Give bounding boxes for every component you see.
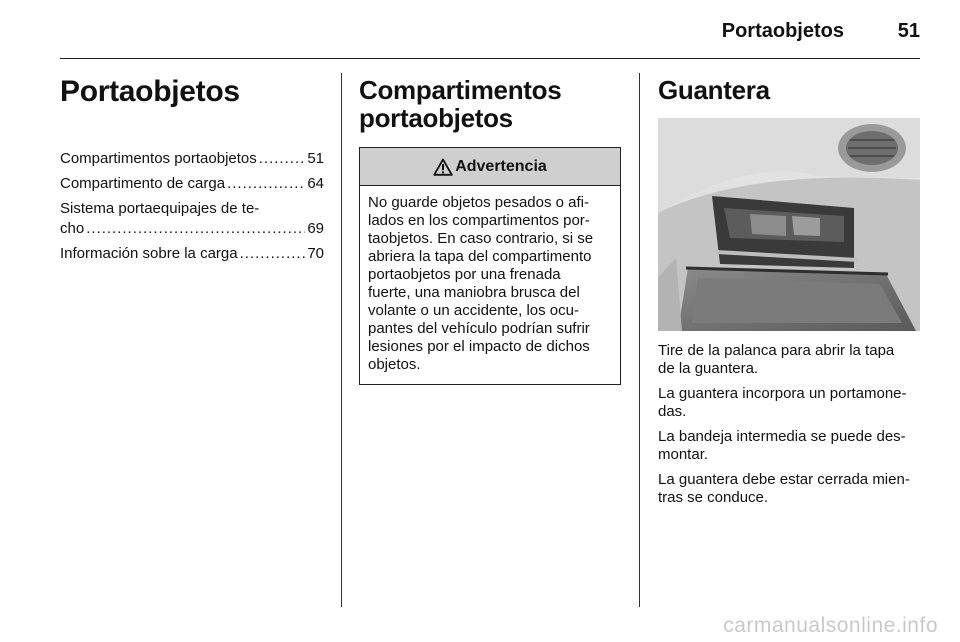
toc-entry-row <box>60 219 324 239</box>
column-divider <box>639 73 640 607</box>
running-header <box>60 18 920 59</box>
paragraph-line: montar. <box>658 445 709 463</box>
warning-text-line: lados en los compartimentos por- <box>368 212 590 229</box>
column-storage <box>359 76 622 385</box>
paragraph-line: Tire de la palanca para abrir la tapa <box>658 342 895 359</box>
toc-leader-dots <box>86 219 305 239</box>
paragraph <box>658 471 920 506</box>
toc-entry[interactable] <box>60 149 324 169</box>
warning-text-line: No guarde objetos pesados o afi- <box>368 194 589 211</box>
page-number: 51 <box>897 20 920 42</box>
toc-page-number: 51 <box>307 150 324 167</box>
column-contents <box>60 76 324 269</box>
warning-text-line: fuerte, una maniobra brusca del <box>368 284 580 301</box>
toc-leader-dots <box>240 244 306 264</box>
warning-text-line: taobjetos. En caso contrario, si se <box>368 230 594 247</box>
warning-text-line: abriera la tapa del compartimento <box>368 248 592 265</box>
warning-box <box>359 147 621 385</box>
running-section-title: Portaobjetos <box>721 20 844 42</box>
toc-entry-title: Compartimentos portaobjetos <box>60 150 257 167</box>
column-glovebox <box>658 76 920 506</box>
toc-page-number: 69 <box>307 220 324 237</box>
column-divider <box>341 73 342 607</box>
section-heading-line: portaobjetos <box>359 103 513 133</box>
paragraph-line: de la guantera. <box>658 359 759 377</box>
section-heading <box>359 76 622 132</box>
toc-leader-dots <box>227 174 305 194</box>
paragraph <box>658 385 920 420</box>
toc-page-number: 64 <box>307 175 324 192</box>
toc-entry-title: Compartimento de carga <box>60 175 226 192</box>
paragraph-line: La guantera incorpora un portamone- <box>658 385 907 402</box>
watermark: carmanualsonline.info <box>723 614 938 637</box>
paragraph-line: La guantera debe estar cerrada mien- <box>658 471 910 488</box>
warning-triangle-icon <box>433 158 453 176</box>
paragraph-line: das. <box>658 402 687 420</box>
paragraph <box>658 342 920 377</box>
toc-entry-title: cho <box>60 220 85 237</box>
paragraph-line: La bandeja intermedia se puede des- <box>658 428 906 445</box>
paragraph <box>658 428 920 463</box>
toc-entry-row <box>60 174 324 194</box>
paragraph-line: tras se conduce. <box>658 488 769 506</box>
toc-page-number: 70 <box>307 245 324 262</box>
warning-text-line: volante o un accidente, los ocu- <box>368 302 579 319</box>
toc-entry[interactable] <box>60 244 324 264</box>
warning-text <box>360 186 620 384</box>
table-of-contents <box>60 149 324 264</box>
toc-entry-title: Información sobre la carga <box>60 245 238 262</box>
toc-entry-row <box>60 244 324 264</box>
section-heading-line: Compartimentos <box>359 75 562 105</box>
glovebox-photo <box>658 118 920 331</box>
chapter-title: Portaobjetos <box>60 75 240 108</box>
toc-entry-line: Sistema portaequipajes de te- <box>60 200 260 217</box>
section-heading: Guantera <box>658 75 770 105</box>
toc-leader-dots <box>259 149 306 169</box>
warning-header <box>360 148 620 186</box>
body-text <box>658 342 920 506</box>
toc-entry-row <box>60 149 324 169</box>
warning-text-line: lesiones por el impacto de dichos <box>368 338 590 355</box>
warning-title: Advertencia <box>455 157 547 175</box>
toc-entry[interactable] <box>60 199 324 239</box>
warning-text-line: portaobjetos por una frenada <box>368 266 561 283</box>
warning-text-line: objetos. <box>368 356 421 373</box>
warning-text-line: pantes del vehículo podrían sufrir <box>368 320 590 337</box>
toc-entry[interactable] <box>60 174 324 194</box>
